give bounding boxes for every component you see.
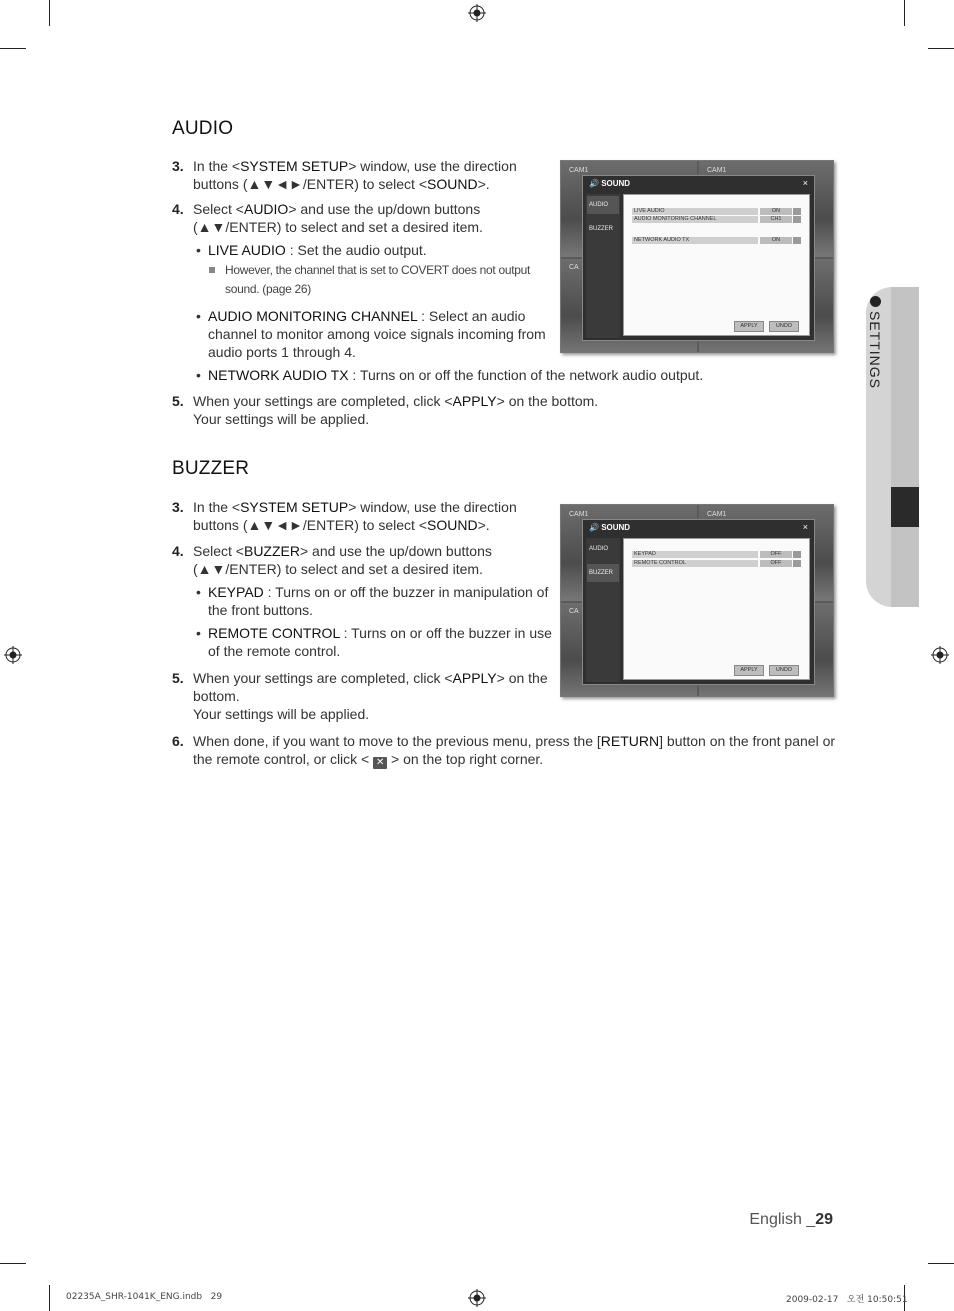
chapter-label: SETTINGS (867, 311, 883, 390)
audio-screenshot (560, 160, 834, 353)
settings-panel (623, 194, 810, 336)
chapter-side-tab (866, 287, 919, 607)
registration-mark-icon (931, 646, 949, 664)
audio-step-3: 3. In the <SYSTEM SETUP> window, use the direction buttons (▲▼◄►/ENTER) to select <SOUND>. (172, 158, 517, 192)
crop-mark (49, 1285, 50, 1311)
tab-buzzer[interactable]: BUZZER (589, 226, 613, 232)
page-number: English _29 (749, 1211, 833, 1228)
apply-button[interactable]: APPLY (734, 321, 764, 332)
audio-bullet-live-audio: • LIVE AUDIO : Set the audio output. (196, 242, 427, 258)
setting-row[interactable]: REMOTE CONTROL OFF (632, 560, 802, 567)
audio-step-5: 5. When your settings are completed, click <APPLY> on the bottom. Your settings will be applied. (172, 393, 599, 427)
print-slug-date: 2009-02-17 오전 10:50:51 (786, 1295, 908, 1305)
close-icon[interactable]: × (802, 522, 808, 532)
cam-label: CA (569, 264, 579, 271)
buzzer-step-4: 4. Select <BUZZER> and use the up/down buttons (▲▼/ENTER) to select and set a desired item. (172, 543, 492, 577)
undo-button[interactable]: UNDO (769, 665, 799, 676)
sound-dialog: 🔊 SOUND × AUDIO BUZZER LIVE AUDIO ON AUDIO MONITORING CHANNEL CH1 NETWORK AUDIO TX ON APPLY UNDO (582, 175, 815, 341)
audio-bullet-monitoring-channel: • AUDIO MONITORING CHANNEL : Select an audio channel to monitor among voice signals incoming from audio ports 1 through 4. (196, 308, 546, 360)
spinner-icon[interactable] (793, 551, 801, 558)
note-square-icon (209, 267, 215, 273)
buzzer-step-6: 6. When done, if you want to move to the previous menu, press the [RETURN] button on the front panel or the remote control, or click < ✕ > on the top right corner. (172, 733, 836, 768)
dialog-title: SOUND (601, 179, 631, 188)
audio-bullet-network-audio-tx: • NETWORK AUDIO TX : Turns on or off the function of the network audio output. (196, 367, 704, 383)
registration-mark-icon (4, 646, 22, 664)
setting-row[interactable]: NETWORK AUDIO TX ON (632, 237, 802, 244)
crop-mark (928, 1263, 954, 1264)
cam-label: CA (569, 608, 579, 615)
close-icon: ✕ (373, 757, 387, 769)
crop-mark (0, 48, 26, 49)
crop-mark (0, 1263, 26, 1264)
crop-mark (49, 0, 50, 26)
crop-mark (904, 0, 905, 26)
spinner-icon[interactable] (793, 560, 801, 567)
cam-label: CAM1 (707, 511, 727, 518)
setting-row[interactable]: KEYPAD OFF (632, 551, 802, 558)
buzzer-step-3: 3. In the <SYSTEM SETUP> window, use the direction buttons (▲▼◄►/ENTER) to select <SOUND>. (172, 499, 517, 533)
tab-audio[interactable]: AUDIO (589, 546, 609, 552)
spinner-icon[interactable] (793, 208, 801, 215)
cam-label: CAM1 (569, 511, 589, 518)
apply-button[interactable]: APPLY (734, 665, 764, 676)
settings-panel (623, 538, 810, 680)
cam-label: CAM1 (569, 167, 589, 174)
setting-row[interactable]: LIVE AUDIO ON (632, 208, 802, 215)
setting-row[interactable]: AUDIO MONITORING CHANNEL CH1 (632, 216, 802, 223)
dialog-title: SOUND (601, 523, 631, 532)
registration-mark-icon (468, 1289, 486, 1307)
spinner-icon[interactable] (793, 216, 801, 223)
buzzer-bullet-remote-control: • REMOTE CONTROL : Turns on or off the buzzer in use of the remote control. (196, 625, 552, 659)
cam-label: CAM1 (707, 167, 727, 174)
close-icon[interactable]: × (802, 178, 808, 188)
section-title-buzzer: BUZZER (172, 458, 250, 479)
buzzer-step-5: 5. When your settings are completed, click <APPLY> on the bottom. Your settings will be applied. (172, 670, 548, 722)
tab-buzzer[interactable]: BUZZER (587, 564, 619, 582)
registration-mark-icon (468, 4, 486, 22)
spinner-icon[interactable] (793, 237, 801, 244)
crop-mark (928, 48, 954, 49)
audio-step-4: 4. Select <AUDIO> and use the up/down buttons (▲▼/ENTER) to select and set a desired item. (172, 201, 483, 235)
undo-button[interactable]: UNDO (769, 321, 799, 332)
section-title-audio: AUDIO (172, 118, 234, 139)
bullet-dot-icon (870, 296, 881, 307)
buzzer-screenshot (560, 504, 834, 697)
tab-audio[interactable]: AUDIO (587, 196, 619, 214)
audio-note: However, the channel that is set to COVERT does not output sound. (page 26) (209, 261, 549, 301)
buzzer-bullet-keypad: • KEYPAD : Turns on or off the buzzer in manipulation of the front buttons. (196, 584, 549, 618)
print-slug-file: 02235A_SHR-1041K_ENG.indb 29 (66, 1292, 223, 1302)
sound-dialog: 🔊 SOUND × AUDIO BUZZER KEYPAD OFF REMOTE CONTROL OFF APPLY UNDO (582, 519, 815, 685)
